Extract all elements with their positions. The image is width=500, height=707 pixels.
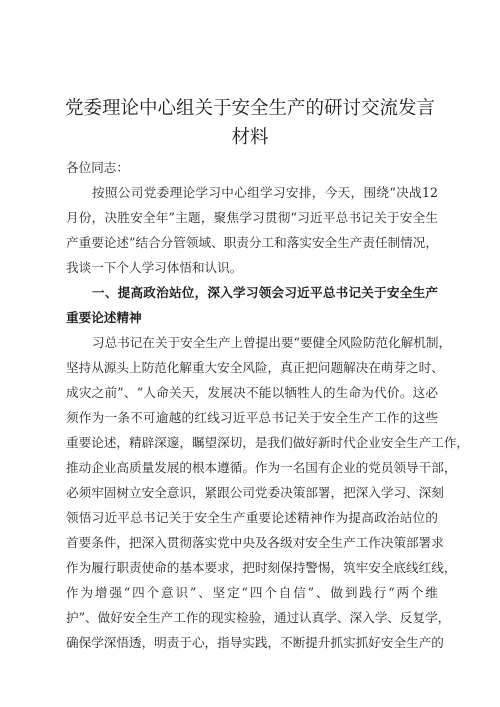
body-line: 须作为一条不可逾越的红线习近平总书记关于安全生产工作的这些 — [66, 410, 438, 425]
body-line: 重要论述，精辟深邃，瞩望深切，是我们做好新时代企业安全生产工作， — [66, 435, 469, 450]
intro-line: 按照公司党委理论学习中心组学习安排，今天，围绕“决战12 — [92, 185, 438, 200]
section-heading-line: 一、提高政治站位，深入学习领会习近平总书记关于安全生产 — [92, 285, 438, 300]
document-title-line-1: 党委理论中心组关于安全生产的研讨交流发言 — [64, 98, 435, 119]
body-line: 坚持从源头上防范化解重大安全风险，真正把问题解决在萌芽之时、 — [66, 360, 444, 375]
body-line: 领悟习近平总书记关于安全生产重要论述精神作为提高政治站位的 — [66, 510, 438, 525]
body-line: 护”、做好安全生产工作的现实检验，通过认真学、深入学、反复学， — [66, 610, 451, 625]
intro-line: 我谈一下个人学习体悟和认识。 — [66, 260, 243, 275]
intro-line: 月份，决胜安全年”主题，聚焦学习贯彻“习近平总书记关于安全生 — [66, 210, 438, 225]
body-line: 推动企业高质量发展的根本遵循。作为一名国有企业的党员领导干部， — [66, 460, 457, 475]
document-title-line-2: 材料 — [231, 127, 269, 148]
greeting: 各位同志： — [66, 160, 129, 175]
body-line: 作为增强“四个意识”、坚定“四个自信”、做到践行“两个维 — [66, 585, 438, 600]
body-line: 作为履行职责使命的基本要求，把时刻保持警惕，筑牢安全底线红线， — [66, 560, 457, 575]
body-line: 必须牢固树立安全意识，紧跟公司党委决策部署，把深入学习、深刻 — [66, 485, 444, 500]
body-line: 确保学深悟透，明责于心，指导实践，不断提升抓实抓好安全生产的 — [66, 635, 444, 650]
intro-line: 产重要论述”结合分管领域、职责分工和落实安全生产责任制情况， — [66, 235, 438, 250]
body-line: 习总书记在关于安全生产上曾提出要“要健全风险防范化解机制， — [92, 335, 452, 350]
body-line: 成灾之前”、“人命关天，发展决不能以牺牲人的生命为代价。这必 — [66, 385, 438, 400]
section-heading-line: 重要论述精神 — [66, 310, 142, 325]
body-line: 首要条件，把深入贯彻落实党中央及各级对安全生产工作决策部署求 — [66, 535, 444, 550]
